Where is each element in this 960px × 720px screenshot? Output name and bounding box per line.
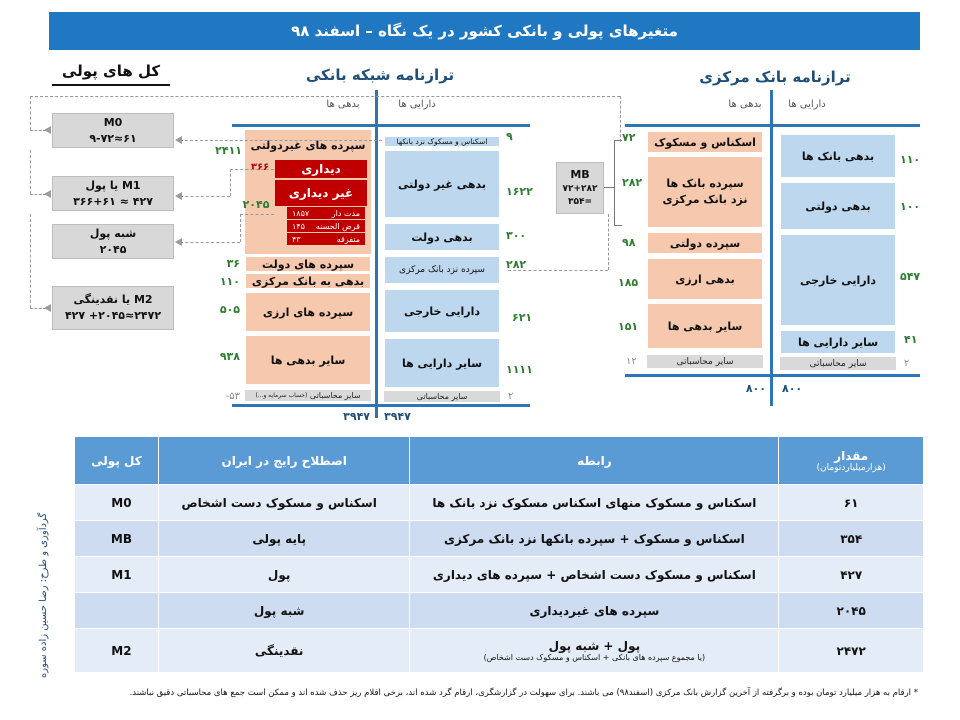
cb-other-accounting-liab: سایر محاسباتی bbox=[647, 355, 763, 368]
bn-other-accounting-liab-label: سایر محاسباتی bbox=[309, 391, 361, 400]
cb-other-accounting-asset: سایر محاسباتی bbox=[780, 357, 896, 370]
central-bank-title: ترازنامه بانک مرکزی bbox=[699, 68, 851, 86]
cb-foreign-assets: دارایی خارجی bbox=[780, 234, 896, 326]
cb-fx-liabilities: بدهی ارزی bbox=[647, 258, 763, 300]
row-amount: ۲۴۷۲ bbox=[779, 629, 924, 673]
table-row bbox=[75, 593, 924, 629]
bn-misc-deposits-row bbox=[287, 233, 365, 245]
bn-assets-total: ۳۹۴۷ bbox=[384, 410, 411, 423]
row-relation: اسکناس و مسکوک + سپرده بانکها نزد بانک مرکزی bbox=[410, 521, 779, 557]
row-relation-main: پول + شبه پول bbox=[548, 639, 641, 653]
bn-gov-debt: بدهی دولت bbox=[384, 223, 500, 251]
monetary-aggregates-title: کل های پولی bbox=[52, 58, 170, 86]
cb-other-assets: سایر دارایی ها bbox=[780, 330, 896, 354]
mb-box bbox=[556, 162, 604, 214]
quasi-money-value: ۲۰۴۵ bbox=[99, 242, 127, 256]
bn-nongov-deposits-value: ۲۴۱۱ bbox=[215, 144, 242, 157]
row-relation bbox=[410, 629, 779, 673]
banking-network-title: ترازنامه شبکه بانکی bbox=[305, 66, 455, 84]
cb-center-bar bbox=[770, 90, 773, 406]
row-code: M0 bbox=[75, 485, 159, 521]
header-amount bbox=[779, 437, 924, 485]
bn-cash-at-banks-value: ۹ bbox=[506, 130, 513, 143]
bn-other-accounting-liab-note: (حساب سرمایه و...) bbox=[255, 392, 308, 399]
page-title: متغیرهای پولی و بانکی کشور در یک نگاه – اسفند ۹۸ bbox=[49, 12, 920, 50]
arrow-nondemand-to-quasi-icon bbox=[175, 238, 182, 246]
table-header-row bbox=[75, 437, 924, 485]
quasi-money-name: شبه پول bbox=[89, 226, 137, 240]
row-relation: اسکناس و مسکوک دست اشخاص + سپرده های دیداری bbox=[410, 557, 779, 593]
bn-gov-debt-value: ۳۰۰ bbox=[506, 229, 527, 242]
bn-qard-deposits-label: قرض الحسنه bbox=[315, 221, 360, 231]
bn-liabilities-total: ۳۹۴۷ bbox=[343, 410, 370, 423]
cb-other-assets-value: ۴۱ bbox=[904, 333, 918, 346]
row-term: پول bbox=[158, 557, 410, 593]
row-term: پایه پولی bbox=[158, 521, 410, 557]
cb-liabilities-total: ۸۰۰ bbox=[745, 382, 766, 395]
header-relation: رابطه bbox=[410, 437, 779, 485]
bn-qard-deposits-value: ۱۴۵ bbox=[292, 221, 305, 231]
bn-fx-deposits: سپرده های ارزی bbox=[245, 292, 371, 332]
cb-foreign-assets-value: ۵۴۷ bbox=[900, 270, 921, 283]
header-term: اصطلاح رایج در ایران bbox=[158, 437, 410, 485]
bn-qard-deposits-row bbox=[287, 220, 365, 232]
row-relation-note: (یا مجموع سپرده های بانکی + اسکناس و مسکوک دست اشخاص) bbox=[483, 653, 706, 662]
bn-deposits-at-cb: سپرده نزد بانک مرکزی bbox=[384, 256, 500, 284]
bn-assets-label: دارایی ها bbox=[398, 99, 436, 110]
connector-top-right-drop bbox=[620, 96, 621, 142]
cb-bottom-bar bbox=[625, 374, 920, 377]
table-row bbox=[75, 521, 924, 557]
connector-nondemand-horizontal bbox=[240, 214, 274, 215]
table-row bbox=[75, 557, 924, 593]
bn-nondemand-deposits-value: ۲۰۴۵ bbox=[242, 198, 270, 211]
header-aggregate: کل پولی bbox=[75, 437, 159, 485]
footnote: * ارقام به هزار میلیارد تومان بوده و برگرفته از آخرین گزارش بانک مرکزی (اسفند۹۸) می باشند. برای سهولت در گزارشگری، ارقام گرد شده اند، برخی اقلام ریز حذف شده اند و ممکن است جمع های محاسباتی دقیق نباشند. bbox=[129, 688, 918, 698]
m0-name: M0 bbox=[103, 115, 123, 129]
connector-m0-to-m1 bbox=[30, 150, 31, 194]
arrow-cash-to-m0-icon bbox=[175, 136, 182, 144]
bn-other-assets-value: ۱۱۱۱ bbox=[506, 363, 533, 376]
connector-deposits-at-cb-vertical bbox=[608, 214, 609, 270]
m2-formula: ۲۴۷۲≈۲۰۴۵+ ۴۲۷ bbox=[64, 309, 162, 322]
bn-other-liabilities: سایر بدهی ها bbox=[245, 335, 371, 385]
connector-top-line bbox=[30, 96, 620, 97]
bn-demand-deposits-value: ۳۶۶ bbox=[250, 162, 270, 173]
cb-gov-deposits: سپرده دولتی bbox=[647, 232, 763, 254]
bn-deposits-at-cb-value: ۲۸۲ bbox=[506, 258, 527, 271]
row-term: نقدینگی bbox=[158, 629, 410, 673]
mb-bracket bbox=[614, 140, 622, 226]
row-amount: ۳۵۴ bbox=[779, 521, 924, 557]
arrow-to-m0-icon bbox=[44, 126, 51, 134]
mb-value: =۳۵۴ bbox=[567, 196, 593, 207]
mb-formula: ۷۲+۲۸۲ bbox=[562, 183, 598, 194]
cb-gov-deposits-value: ۹۸ bbox=[622, 236, 636, 249]
bn-nongov-deposits-text: سپرده های غیردولتی bbox=[250, 138, 366, 152]
cb-claims-on-gov: بدهی دولتی bbox=[780, 182, 896, 230]
bn-demand-deposits: دیداری bbox=[275, 160, 367, 178]
bn-foreign-assets-value: ۶۲۱ bbox=[512, 311, 533, 324]
table-row bbox=[75, 629, 924, 673]
bn-top-bar bbox=[232, 124, 530, 127]
m1-box bbox=[52, 176, 174, 211]
cb-other-liabilities: سایر بدهی ها bbox=[647, 303, 763, 349]
header-amount-label: مقدار bbox=[834, 448, 869, 463]
bn-debt-to-cb: بدهی به بانک مرکزی bbox=[245, 273, 371, 289]
mb-name: MB bbox=[570, 167, 590, 181]
bn-fx-deposits-value: ۵۰۵ bbox=[219, 303, 240, 316]
author-credit: گردآوری و طرح: رضا حسین زاده سوره bbox=[38, 512, 49, 678]
row-term: اسکناس و مسکوک دست اشخاص bbox=[158, 485, 410, 521]
row-relation: اسکناس و مسکوک منهای اسکناس مسکوک نزد بانک ها bbox=[410, 485, 779, 521]
bn-nongov-deposits-label bbox=[250, 132, 366, 158]
bn-cash-at-banks: اسکناس و مسکوک نزد بانکها bbox=[384, 136, 500, 147]
row-code: M1 bbox=[75, 557, 159, 593]
cb-claims-on-banks-value: ۱۱۰ bbox=[900, 153, 921, 166]
connector-cash-to-m0 bbox=[180, 140, 382, 141]
cb-other-liabilities-value: ۱۵۱ bbox=[618, 320, 639, 333]
m0-box bbox=[52, 113, 174, 148]
bn-other-assets: سایر دارایی ها bbox=[384, 338, 500, 388]
bn-term-deposits-label: مدت دار bbox=[331, 208, 360, 218]
bn-nondemand-deposits: غیر دیداری bbox=[275, 180, 367, 206]
connector-to-m2 bbox=[30, 214, 31, 308]
header-amount-unit: (هزارمیلیاردتومان) bbox=[816, 462, 886, 473]
m2-name: M2 یا نقدینگی bbox=[73, 293, 153, 307]
bn-debt-to-cb-value: ۱۱۰ bbox=[219, 275, 240, 288]
arrow-to-m2-icon bbox=[44, 304, 51, 312]
m0-formula: ۶۱≈۹-۷۲ bbox=[89, 131, 137, 145]
cb-bank-deposits-value: ۲۸۲ bbox=[622, 176, 643, 189]
bn-other-liabilities-value: ۹۳۸ bbox=[219, 350, 240, 363]
bn-gov-deposits-value: ۳۶ bbox=[226, 257, 240, 270]
row-code bbox=[75, 593, 159, 629]
m1-formula: ۴۲۷ ≈ ۳۶۶+۶۱ bbox=[73, 194, 153, 208]
bn-foreign-assets: دارایی خارجی bbox=[384, 289, 500, 333]
bn-other-accounting-asset-value: ۲ bbox=[508, 391, 514, 402]
connector-top-left-drop bbox=[30, 96, 31, 130]
m2-box bbox=[52, 286, 174, 330]
table-row bbox=[75, 485, 924, 521]
bn-misc-deposits-label: متفرقه bbox=[336, 234, 360, 244]
bn-misc-deposits-value: ۴۳ bbox=[292, 234, 301, 244]
cb-bank-deposits: سپرده بانک ها نزد بانک مرکزی bbox=[647, 156, 763, 228]
bn-term-deposits-row bbox=[287, 207, 365, 219]
cb-other-accounting-asset-value: ۲ bbox=[904, 358, 910, 369]
m1-name: M1 یا پول bbox=[85, 178, 141, 192]
definitions-table bbox=[74, 436, 924, 673]
row-amount: ۲۰۴۵ bbox=[779, 593, 924, 629]
cb-liabilities-label: بدهی ها bbox=[728, 99, 762, 110]
arrow-demand-to-m1-icon bbox=[175, 192, 182, 200]
cb-assets-total: ۸۰۰ bbox=[782, 382, 803, 395]
bn-other-accounting-asset: سایر محاسباتی bbox=[384, 391, 500, 402]
quasi-money-box bbox=[52, 224, 174, 259]
cb-claims-on-gov-value: ۱۰۰ bbox=[900, 200, 921, 213]
connector-nondemand-to-quasi bbox=[180, 242, 240, 243]
cb-assets-label: دارایی ها bbox=[788, 99, 826, 110]
cb-claims-on-banks: بدهی بانک ها bbox=[780, 134, 896, 178]
row-amount: ۶۱ bbox=[779, 485, 924, 521]
row-amount: ۴۲۷ bbox=[779, 557, 924, 593]
bn-nongov-debt: بدهی غیر دولتی bbox=[384, 150, 500, 218]
connector-demand-vertical bbox=[230, 169, 231, 196]
bn-nongov-debt-value: ۱۶۲۲ bbox=[506, 185, 533, 198]
cb-currency-value: ۷۲ bbox=[622, 131, 636, 144]
cb-fx-liabilities-value: ۱۸۵ bbox=[618, 276, 639, 289]
row-code: M2 bbox=[75, 629, 159, 673]
connector-demand-to-m1 bbox=[180, 196, 230, 197]
bn-liabilities-label: بدهی ها bbox=[326, 99, 360, 110]
bn-bottom-bar bbox=[232, 404, 530, 407]
connector-nondemand-vertical bbox=[240, 214, 241, 242]
arrow-to-m1-icon bbox=[44, 190, 51, 198]
row-term: شبه پول bbox=[158, 593, 410, 629]
bn-other-accounting-liab bbox=[245, 390, 371, 401]
bn-gov-deposits: سپرده های دولت bbox=[245, 256, 371, 272]
row-relation: سپرده های غیردیداری bbox=[410, 593, 779, 629]
mb-connector bbox=[604, 187, 614, 188]
connector-demand-horizontal bbox=[230, 169, 274, 170]
bn-term-deposits-value: ۱۸۵۷ bbox=[292, 208, 310, 218]
bn-other-accounting-liab-value: -۵۳ bbox=[225, 391, 240, 402]
cb-other-accounting-liab-value: ۱۲ bbox=[626, 356, 637, 367]
cb-currency: اسکناس و مسکوک bbox=[647, 131, 763, 153]
connector-deposits-at-cb bbox=[508, 270, 608, 271]
row-code: MB bbox=[75, 521, 159, 557]
